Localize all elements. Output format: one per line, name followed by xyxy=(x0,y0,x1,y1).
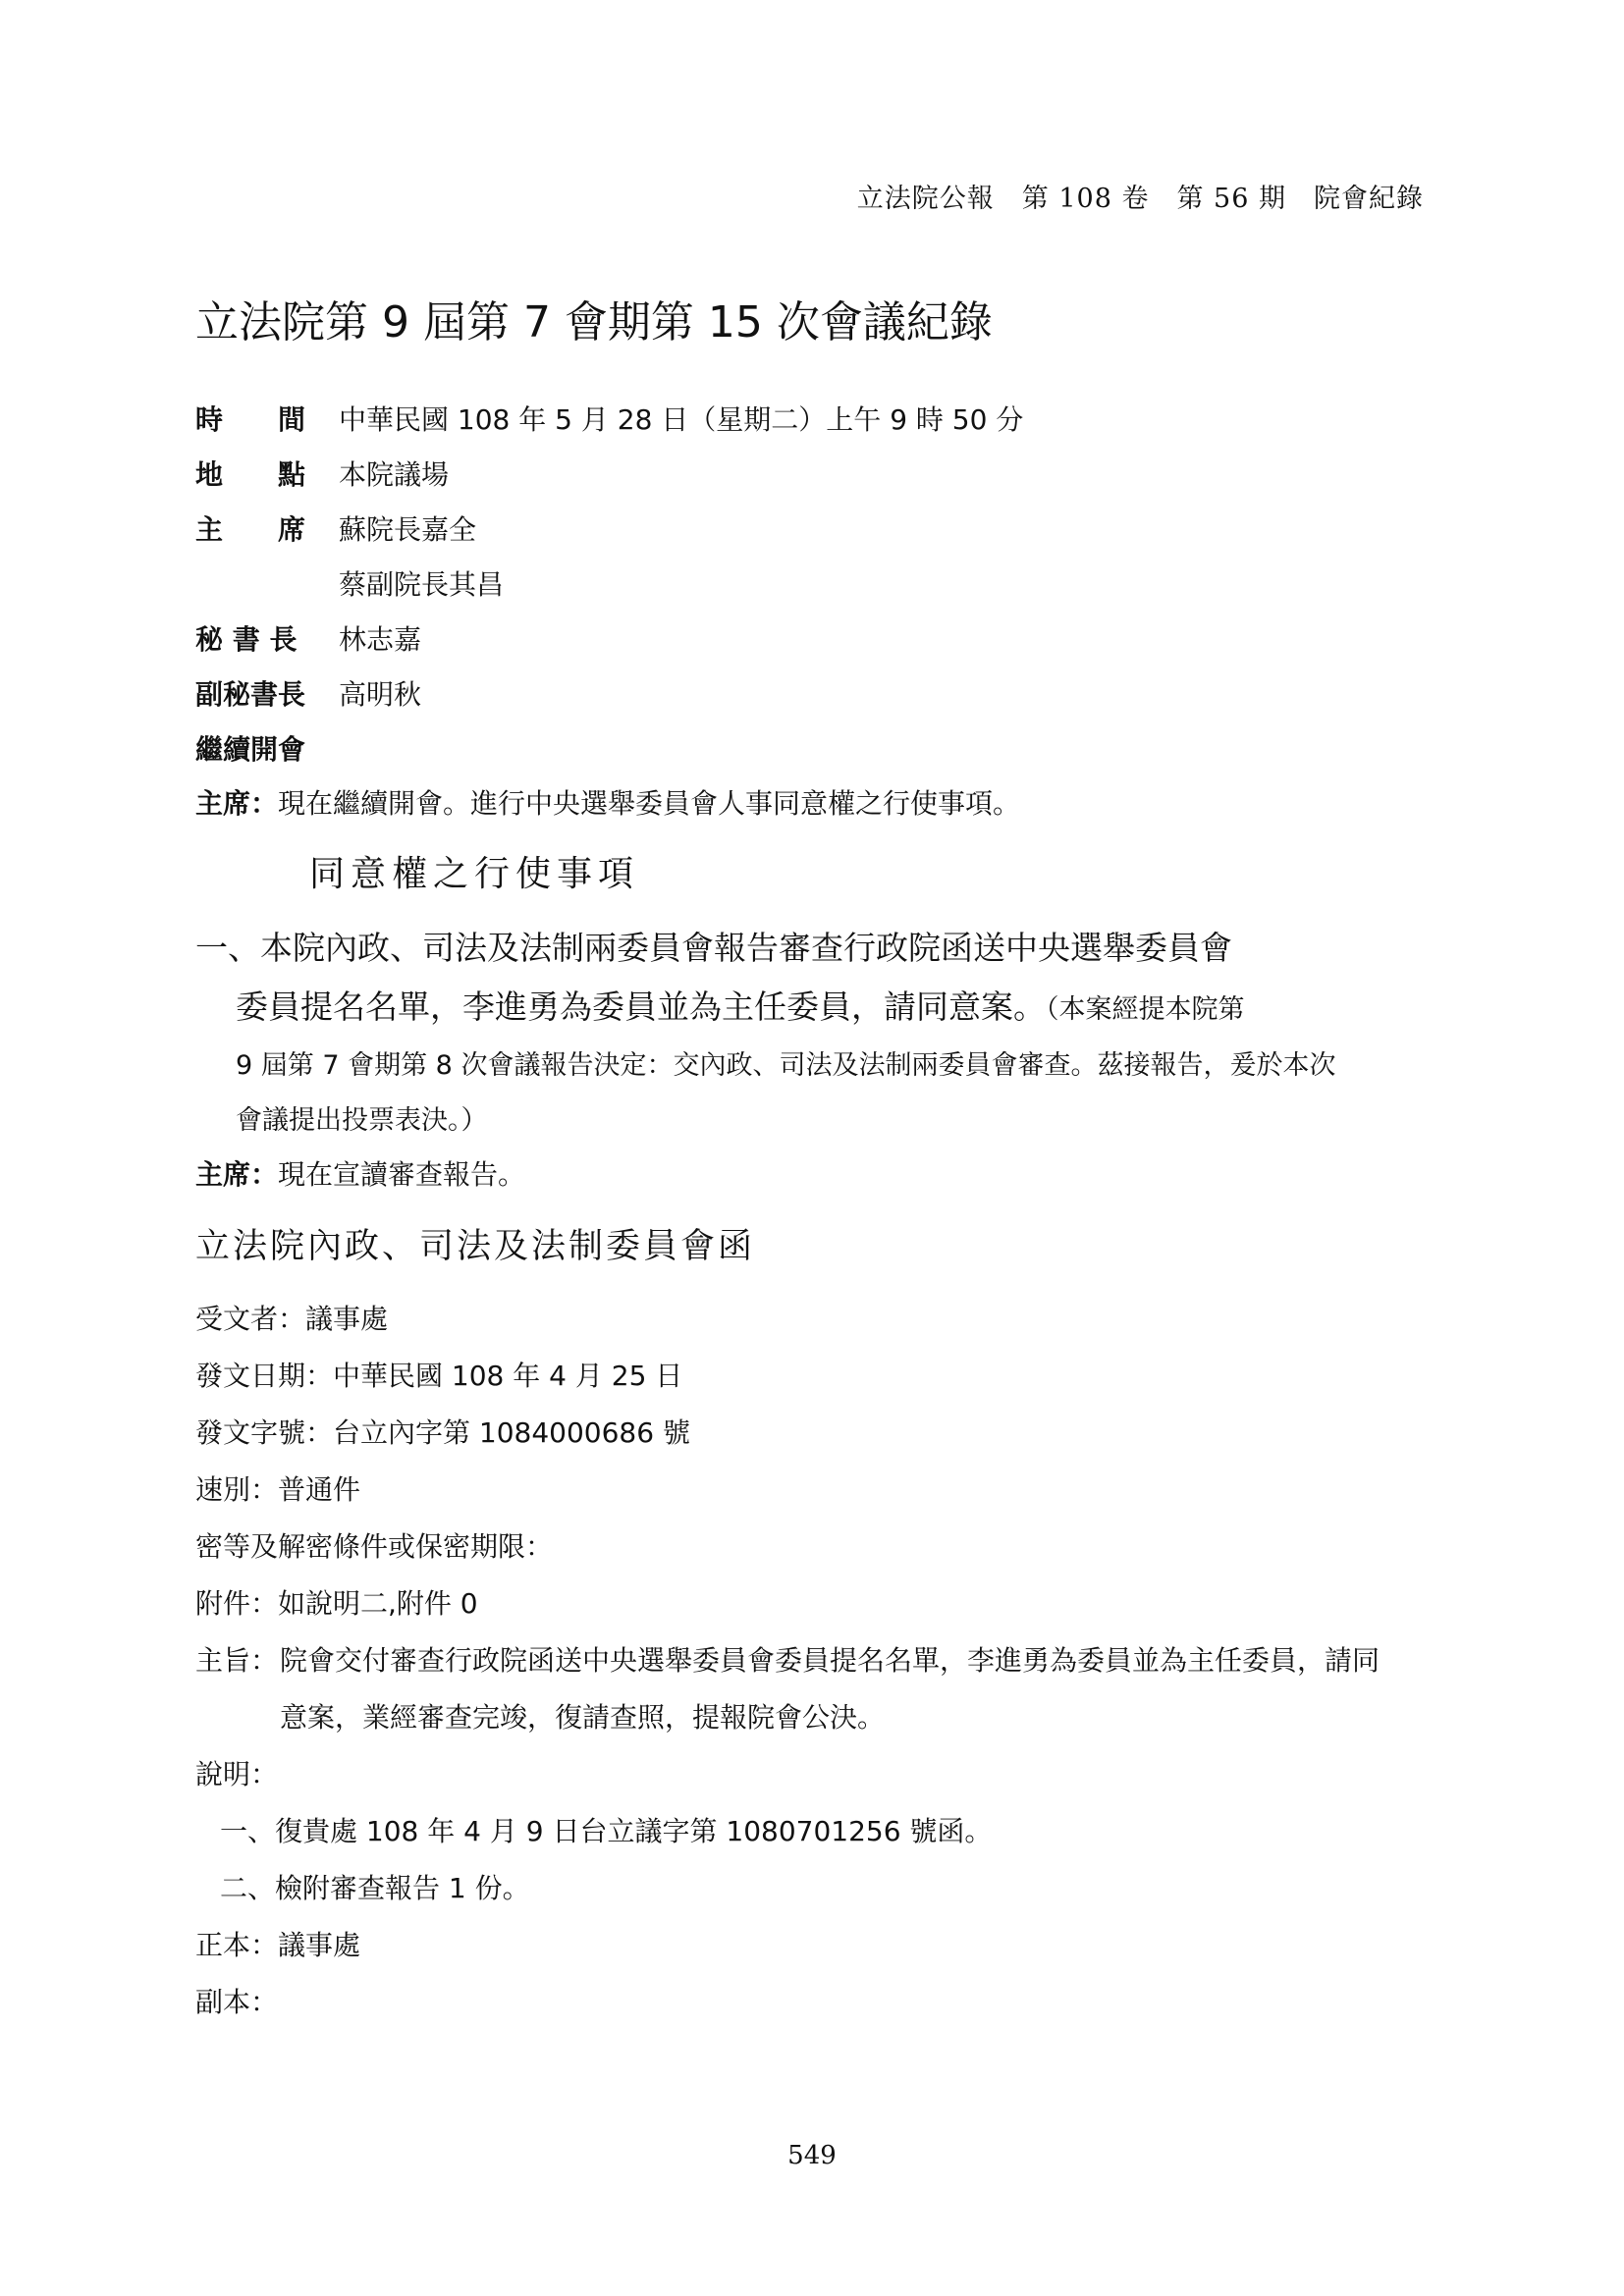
agenda-item-title-tail: 委員提名名單，李進勇為委員並為主任委員，請同意案。 xyxy=(236,988,1046,1026)
agenda-item-line-4: 會議提出投票表決。） xyxy=(236,1105,488,1136)
letter-recipient: 受文者：議事處 xyxy=(195,1303,389,1335)
agenda-item-note-start: （本案經提本院第 xyxy=(1046,994,1245,1025)
secretary-value: 林志嘉 xyxy=(339,623,422,656)
time-value: 中華民國 108 年 5 月 28 日（星期二）上午 9 時 50 分 xyxy=(339,403,1024,436)
letter-subject-label: 主旨： xyxy=(195,1644,279,1677)
remark-text: 現在繼續開會。進行中央選舉委員會人事同意權之行使事項。 xyxy=(278,787,1021,820)
letter-speed: 速別：普通件 xyxy=(195,1473,361,1506)
letter-attachment: 附件：如說明二,附件 0 xyxy=(195,1587,478,1620)
place-value: 本院議場 xyxy=(339,458,450,491)
remark-text: 現在宣讀審查報告。 xyxy=(278,1158,526,1191)
letter-explanation-1: 一、復貴處 108 年 4 月 9 日台立議字第 1080701256 號函。 xyxy=(220,1815,993,1847)
chair-value-2: 蔡副院長其昌 xyxy=(339,568,505,601)
letter-heading: 立法院內政、司法及法制委員會函 xyxy=(195,1227,756,1266)
chair-value-1: 蘇院長嘉全 xyxy=(339,513,477,546)
deputy-secretary-label: 副秘書長 xyxy=(195,678,306,711)
letter-subject-line-1: 院會交付審查行政院函送中央選舉委員會委員提名名單，李進勇為委員並為主任委員，請同 xyxy=(280,1644,1380,1677)
deputy-secretary-value: 高明秋 xyxy=(339,678,422,711)
letter-explanation-2: 二、檢附審查報告 1 份。 xyxy=(220,1872,530,1904)
chair-label: 主 席 xyxy=(195,513,306,546)
place-label: 地 點 xyxy=(195,458,306,491)
speaker-label: 主席： xyxy=(195,1158,279,1191)
secretary-label: 秘 書 長 xyxy=(195,623,298,656)
agenda-item-line-2 xyxy=(236,982,1245,1028)
letter-subject-line-2: 意案，業經審查完竣，復請查照，提報院會公決。 xyxy=(280,1701,886,1734)
journal-header: 立法院公報 第 108 卷 第 56 期 院會紀錄 xyxy=(856,184,1424,214)
letter-explanation-label: 說明： xyxy=(195,1758,279,1790)
letter-original-recipient: 正本：議事處 xyxy=(195,1929,361,1961)
time-label: 時 間 xyxy=(195,403,306,436)
page-title: 立法院第 9 屆第 7 會期第 15 次會議紀錄 xyxy=(195,297,993,347)
section-title: 同意權之行使事項 xyxy=(309,854,640,894)
letter-date: 發文日期：中華民國 108 年 4 月 25 日 xyxy=(195,1360,683,1392)
chair-remark-1 xyxy=(195,782,1020,822)
letter-doc-number: 發文字號：台立內字第 1084000686 號 xyxy=(195,1416,690,1449)
resume-meeting: 繼續開會 xyxy=(195,733,306,766)
letter-secrecy: 密等及解密條件或保密期限： xyxy=(195,1530,554,1563)
speaker-label: 主席： xyxy=(195,787,279,820)
page-number: 549 xyxy=(787,2141,837,2170)
agenda-item-line-3: 9 屆第 7 會期第 8 次會議報告決定：交內政、司法及法制兩委員會審查。茲接報告，爰於本次 xyxy=(236,1050,1336,1081)
chair-remark-2 xyxy=(195,1153,525,1193)
letter-copy-recipient: 副本： xyxy=(195,1986,279,2018)
agenda-item-line-1: 一、本院內政、司法及法制兩委員會報告審查行政院函送中央選舉委員會 xyxy=(195,929,1232,967)
